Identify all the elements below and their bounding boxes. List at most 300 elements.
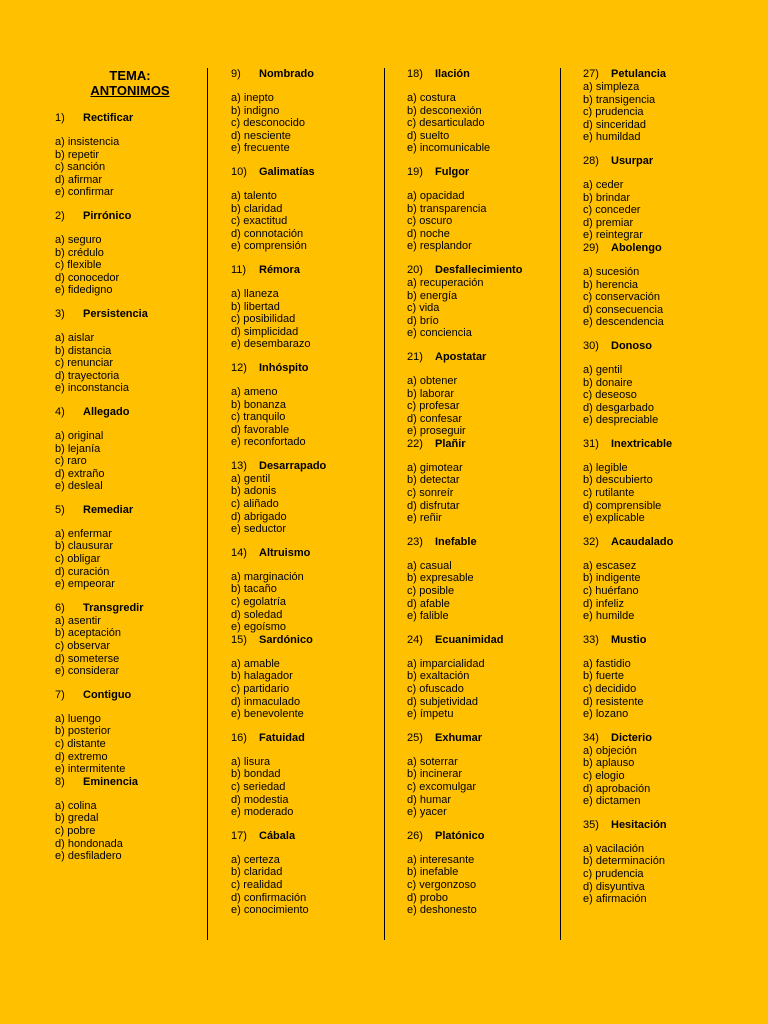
question-heading (583, 242, 748, 255)
answer-options (55, 615, 220, 678)
answer-option: a) gentil (231, 472, 271, 485)
answer-option: d) hondonada (55, 837, 123, 850)
answer-option: d) curación (55, 565, 110, 578)
question-word: Ecuanimidad (435, 633, 504, 646)
answer-option: e) dictamen (583, 795, 641, 808)
question-block (231, 264, 396, 351)
question-number: 30) (583, 339, 599, 352)
question-block (231, 460, 396, 536)
answer-option: b) clausurar (55, 540, 114, 553)
title-line-2: ANTONIMOS (90, 83, 170, 98)
question-heading (407, 536, 572, 549)
answer-option: b) detectar (407, 474, 460, 487)
answer-option: d) conocedor (55, 271, 120, 284)
question-block (583, 68, 748, 144)
answer-option: c) decidido (583, 683, 637, 695)
answer-option: a) colina (55, 799, 97, 812)
question-number: 8) (55, 775, 65, 788)
answer-option: a) soterrar (407, 755, 458, 768)
answer-option: c) exactitud (231, 215, 288, 228)
answer-option: e) fidedigno (55, 284, 113, 297)
question-word: Petulancia (611, 68, 667, 80)
answer-options (583, 266, 748, 329)
answer-option: e) deshonesto (407, 904, 477, 917)
question-word: Abolengo (611, 241, 662, 254)
question-heading (583, 634, 748, 647)
question-number: 34) (583, 731, 599, 744)
answer-option: d) comprensible (583, 499, 662, 512)
answer-options (55, 800, 220, 863)
answer-option: b) indigno (231, 104, 280, 117)
answer-option: c) prudencia (583, 106, 644, 119)
answer-option: d) noche (407, 227, 450, 240)
answer-option: a) escasez (583, 559, 637, 572)
answer-option: c) observar (55, 640, 111, 653)
question-block (583, 242, 748, 329)
answer-option: e) reñir (407, 512, 442, 525)
question-heading (55, 504, 220, 517)
question-heading (583, 340, 748, 353)
answer-option: a) recuperación (407, 276, 484, 289)
answer-option: a) inepto (231, 92, 274, 104)
answer-options (407, 560, 572, 623)
question-number: 31) (583, 437, 599, 450)
answer-option: b) crédulo (55, 246, 104, 259)
answer-option: e) reconfortado (231, 436, 306, 449)
answer-option: c) pobre (55, 824, 96, 837)
answer-option: b) laborar (407, 387, 455, 400)
question-heading (583, 819, 748, 832)
answer-option: d) simplicidad (231, 325, 299, 338)
answer-options (55, 234, 220, 297)
question-block (231, 362, 396, 449)
answer-options (231, 473, 396, 536)
answer-option: a) seguro (55, 233, 102, 246)
answer-option: e) conocimiento (231, 904, 309, 917)
question-block (407, 166, 572, 253)
answer-option: e) humildad (583, 131, 641, 144)
answer-option: e) ímpetu (407, 708, 454, 721)
question-word: Cábala (259, 829, 296, 842)
answer-option: e) proseguir (407, 425, 466, 438)
answer-option: c) flexible (55, 259, 102, 272)
question-number: 24) (407, 633, 423, 646)
answer-option: e) comprensión (231, 240, 307, 253)
answer-option: b) bondad (231, 768, 281, 781)
answer-option: d) infeliz (583, 597, 624, 610)
question-heading (231, 68, 396, 81)
answer-option: d) favorable (231, 423, 290, 436)
answer-option: e) seductor (231, 523, 287, 536)
column-divider (384, 68, 385, 940)
answer-option: a) insistencia (55, 136, 120, 148)
answer-option: a) asentir (55, 614, 101, 627)
answer-options (407, 756, 572, 819)
answer-option: e) frecuente (231, 142, 290, 155)
answer-option: c) profesar (407, 400, 460, 413)
answer-option: d) extraño (55, 467, 105, 480)
answer-option: e) afirmación (583, 893, 647, 906)
answer-options (231, 92, 396, 155)
answer-option: d) aprobación (583, 782, 651, 795)
question-number: 32) (583, 535, 599, 548)
answer-option: d) humar (407, 793, 452, 806)
question-heading (231, 166, 396, 179)
answer-option: d) nesciente (231, 129, 291, 142)
question-block (231, 166, 396, 253)
question-word: Persistencia (83, 307, 148, 320)
question-word: Remediar (83, 503, 134, 516)
answer-option: c) vida (407, 302, 440, 315)
answer-option: c) raro (55, 455, 87, 468)
answer-option: e) yacer (407, 806, 447, 819)
answer-option: d) extremo (55, 750, 108, 763)
question-number: 13) (231, 459, 247, 472)
answer-option: a) talento (231, 189, 277, 202)
answer-option: e) desfiladero (55, 850, 122, 863)
answer-options (407, 462, 572, 525)
question-block (231, 732, 396, 819)
question-block (55, 406, 220, 493)
answer-option: a) certeza (231, 853, 280, 866)
question-word: Acaudalado (611, 535, 674, 548)
answer-option: c) aliñado (231, 498, 279, 511)
question-word: Pirrónico (83, 209, 132, 222)
question-block (55, 602, 220, 678)
answer-options (55, 430, 220, 493)
question-word: Dicterio (611, 731, 652, 744)
answer-option: c) sonreír (407, 487, 454, 500)
answer-option: e) falible (407, 610, 449, 623)
question-heading (55, 602, 220, 615)
answer-option: d) sinceridad (583, 118, 646, 131)
question-word: Mustio (611, 633, 647, 646)
answer-option: b) exaltación (407, 670, 470, 683)
answer-option: b) claridad (231, 202, 283, 215)
answer-option: e) confirmar (55, 186, 114, 199)
question-heading (583, 68, 748, 81)
question-heading (231, 732, 396, 745)
answer-option: d) disfrutar (407, 499, 460, 512)
answer-option: d) soledad (231, 608, 283, 621)
answer-option: a) interesante (407, 853, 475, 866)
question-word: Exhumar (435, 731, 483, 744)
question-heading (231, 460, 396, 473)
answer-option: d) confesar (407, 412, 463, 425)
question-number: 22) (407, 437, 423, 450)
answer-option: c) elogio (583, 769, 625, 782)
answer-options (231, 386, 396, 449)
answer-option: d) probo (407, 891, 448, 904)
question-number: 20) (407, 263, 423, 276)
answer-option: c) distante (55, 738, 106, 750)
question-block (407, 264, 572, 340)
answer-option: b) inefable (407, 866, 459, 879)
answer-option: a) amable (231, 657, 280, 670)
question-heading (55, 689, 220, 702)
answer-option: b) bonanza (231, 398, 287, 411)
question-block (231, 547, 396, 634)
answer-option: b) adonis (231, 485, 277, 498)
title-line-1: TEMA: (109, 68, 151, 83)
answer-option: c) renunciar (55, 357, 114, 370)
question-heading (231, 634, 396, 647)
answer-option: b) lejanía (55, 442, 101, 455)
answer-option: c) realidad (231, 878, 283, 891)
answer-option: b) gredal (55, 812, 99, 825)
answer-option: b) libertad (231, 300, 280, 313)
question-heading (583, 732, 748, 745)
answer-option: c) prudencia (583, 867, 644, 880)
column-1 (55, 68, 220, 863)
answer-option: d) premiar (583, 216, 634, 229)
question-word: Donoso (611, 339, 652, 352)
answer-option: d) subjetividad (407, 695, 478, 708)
answer-option: b) donaire (583, 376, 633, 389)
question-word: Usurpar (611, 154, 654, 167)
worksheet-title (55, 68, 205, 98)
question-word: Inhóspito (259, 361, 309, 374)
question-word: Rémora (259, 263, 300, 276)
answer-options (407, 190, 572, 253)
answer-option: b) brindar (583, 191, 631, 204)
question-number: 28) (583, 154, 599, 167)
answer-option: e) resplandor (407, 240, 472, 253)
question-word: Plañir (435, 437, 466, 450)
answer-option: c) tranquilo (231, 411, 286, 424)
answer-option: c) desarticulado (407, 117, 485, 130)
question-number: 12) (231, 361, 247, 374)
answer-option: d) connotación (231, 227, 304, 240)
question-number: 33) (583, 633, 599, 646)
answer-option: d) brío (407, 314, 439, 327)
question-block (407, 536, 572, 623)
answer-option: c) oscuro (407, 215, 453, 228)
question-word: Fulgor (435, 165, 470, 178)
answer-option: e) despreciable (583, 414, 659, 427)
question-block (583, 438, 748, 525)
question-number: 7) (55, 688, 65, 701)
question-word: Rectificar (83, 112, 134, 124)
question-block (583, 732, 748, 808)
answer-option: e) humilde (583, 610, 635, 623)
question-word: Allegado (83, 405, 130, 418)
answer-option: a) legible (583, 461, 628, 474)
answer-option: b) determinación (583, 855, 665, 868)
answer-option: e) moderado (231, 806, 294, 819)
column-divider (560, 68, 561, 940)
question-number: 10) (231, 165, 247, 178)
question-number: 15) (231, 633, 247, 646)
question-block (583, 536, 748, 623)
answer-option: a) original (55, 429, 104, 442)
answer-option: e) empeorar (55, 578, 115, 591)
answer-options (583, 81, 748, 144)
answer-option: b) incinerar (407, 768, 463, 781)
answer-option: e) conciencia (407, 327, 472, 340)
answer-option: b) transparencia (407, 202, 487, 215)
answer-option: c) desconocido (231, 117, 305, 130)
answer-option: b) aceptación (55, 627, 122, 640)
answer-option: d) consecuencia (583, 303, 664, 316)
answer-option: c) seriedad (231, 780, 286, 793)
question-number: 35) (583, 818, 599, 831)
question-word: Eminencia (83, 775, 139, 788)
answer-options (231, 658, 396, 721)
answer-options (407, 277, 572, 340)
question-heading (407, 438, 572, 451)
question-number: 23) (407, 535, 423, 548)
answer-option: a) imparcialidad (407, 657, 485, 670)
answer-option: d) someterse (55, 652, 120, 665)
question-heading (231, 264, 396, 277)
answer-option: c) egolatría (231, 596, 287, 609)
answer-option: e) reintegrar (583, 229, 643, 242)
answer-option: a) fastidio (583, 657, 631, 670)
question-heading (55, 406, 220, 419)
question-number: 18) (407, 68, 423, 80)
answer-options (583, 658, 748, 721)
answer-option: c) ofuscado (407, 683, 464, 695)
question-block (583, 340, 748, 427)
answer-option: c) posible (407, 585, 455, 598)
question-number: 3) (55, 307, 65, 320)
answer-option: a) opacidad (407, 189, 465, 202)
answer-option: c) posibilidad (231, 313, 296, 326)
answer-option: b) descubierto (583, 474, 653, 487)
question-heading (407, 732, 572, 745)
question-block (583, 819, 748, 906)
question-block (407, 634, 572, 721)
answer-option: d) disyuntiva (583, 880, 645, 893)
answer-option: d) abrigado (231, 510, 287, 523)
answer-option: b) distancia (55, 344, 112, 357)
answer-option: a) ameno (231, 385, 278, 398)
question-number: 9) (231, 68, 241, 80)
answer-option: e) egoísmo (231, 621, 287, 634)
question-block (583, 634, 748, 721)
question-number: 26) (407, 829, 423, 842)
answer-option: a) sucesión (583, 265, 640, 278)
question-word: Transgredir (83, 601, 144, 614)
answer-option: e) benevolente (231, 708, 304, 721)
answer-options (231, 190, 396, 253)
question-word: Desarrapado (259, 459, 327, 472)
answer-option: e) lozano (583, 708, 629, 721)
answer-option: e) desleal (55, 480, 103, 493)
question-word: Inextricable (611, 437, 673, 450)
answer-option: a) marginación (231, 570, 304, 583)
answer-option: d) trayectoria (55, 369, 120, 382)
question-heading (407, 68, 572, 81)
column-3 (407, 68, 572, 917)
question-heading (231, 830, 396, 843)
question-word: Ilación (435, 68, 470, 80)
question-number: 16) (231, 731, 247, 744)
answer-option: a) aislar (55, 331, 95, 344)
question-block (407, 830, 572, 917)
question-number: 2) (55, 209, 65, 222)
question-block (55, 308, 220, 395)
question-word: Altruismo (259, 546, 311, 559)
question-block (231, 68, 396, 155)
answer-option: c) sanción (55, 161, 106, 174)
question-heading (231, 362, 396, 375)
answer-option: a) enfermar (55, 527, 112, 540)
answer-option: e) descendencia (583, 316, 664, 329)
question-heading (407, 351, 572, 364)
question-heading (407, 166, 572, 179)
answer-option: b) herencia (583, 278, 639, 291)
answer-option: b) desconexión (407, 104, 482, 117)
answer-options (231, 854, 396, 917)
question-word: Galimatías (259, 165, 315, 178)
answer-options (231, 288, 396, 351)
column-divider (207, 68, 208, 940)
answer-option: b) energía (407, 289, 458, 302)
answer-option: b) halagador (231, 670, 293, 683)
answer-option: a) lisura (231, 755, 271, 768)
question-number: 19) (407, 165, 423, 178)
answer-option: b) indigente (583, 572, 641, 585)
question-word: Platónico (435, 829, 485, 842)
answer-options (583, 745, 748, 808)
answer-options (55, 332, 220, 395)
answer-option: b) transigencia (583, 93, 656, 106)
question-heading (407, 830, 572, 843)
question-heading (583, 438, 748, 451)
answer-option: a) ceder (583, 178, 624, 191)
answer-options (55, 713, 220, 776)
answer-options (55, 528, 220, 591)
question-number: 17) (231, 829, 247, 842)
question-number: 14) (231, 546, 247, 559)
answer-option: c) deseoso (583, 389, 637, 402)
question-heading (231, 547, 396, 560)
answer-option: c) huérfano (583, 585, 639, 598)
answer-option: d) resistente (583, 695, 644, 708)
answer-option: c) obligar (55, 553, 101, 566)
question-number: 5) (55, 503, 65, 516)
answer-option: c) conservación (583, 291, 661, 304)
answer-option: b) posterior (55, 725, 111, 738)
question-number: 29) (583, 241, 599, 254)
answer-options (583, 364, 748, 427)
answer-option: a) costura (407, 92, 456, 104)
answer-option: b) aplauso (583, 757, 635, 770)
answer-option: c) conceder (583, 204, 641, 217)
answer-option: e) intermitente (55, 763, 126, 776)
answer-option: d) afable (407, 597, 450, 610)
answer-option: c) partidario (231, 683, 290, 695)
answer-options (583, 179, 748, 242)
answer-option: a) luengo (55, 712, 101, 725)
answer-option: a) vacilación (583, 842, 645, 855)
question-word: Apostatar (435, 350, 487, 363)
answer-option: a) gimotear (407, 461, 463, 474)
question-block (55, 689, 220, 776)
question-block (55, 210, 220, 297)
question-word: Sardónico (259, 633, 313, 646)
answer-option: b) repetir (55, 148, 100, 161)
answer-option: c) rutilante (583, 487, 635, 500)
question-number: 4) (55, 405, 65, 418)
answer-option: b) expresable (407, 572, 474, 585)
column-4 (583, 68, 748, 906)
answer-option: d) suelto (407, 129, 450, 142)
answer-option: d) confirmación (231, 891, 307, 904)
question-number: 1) (55, 112, 65, 124)
